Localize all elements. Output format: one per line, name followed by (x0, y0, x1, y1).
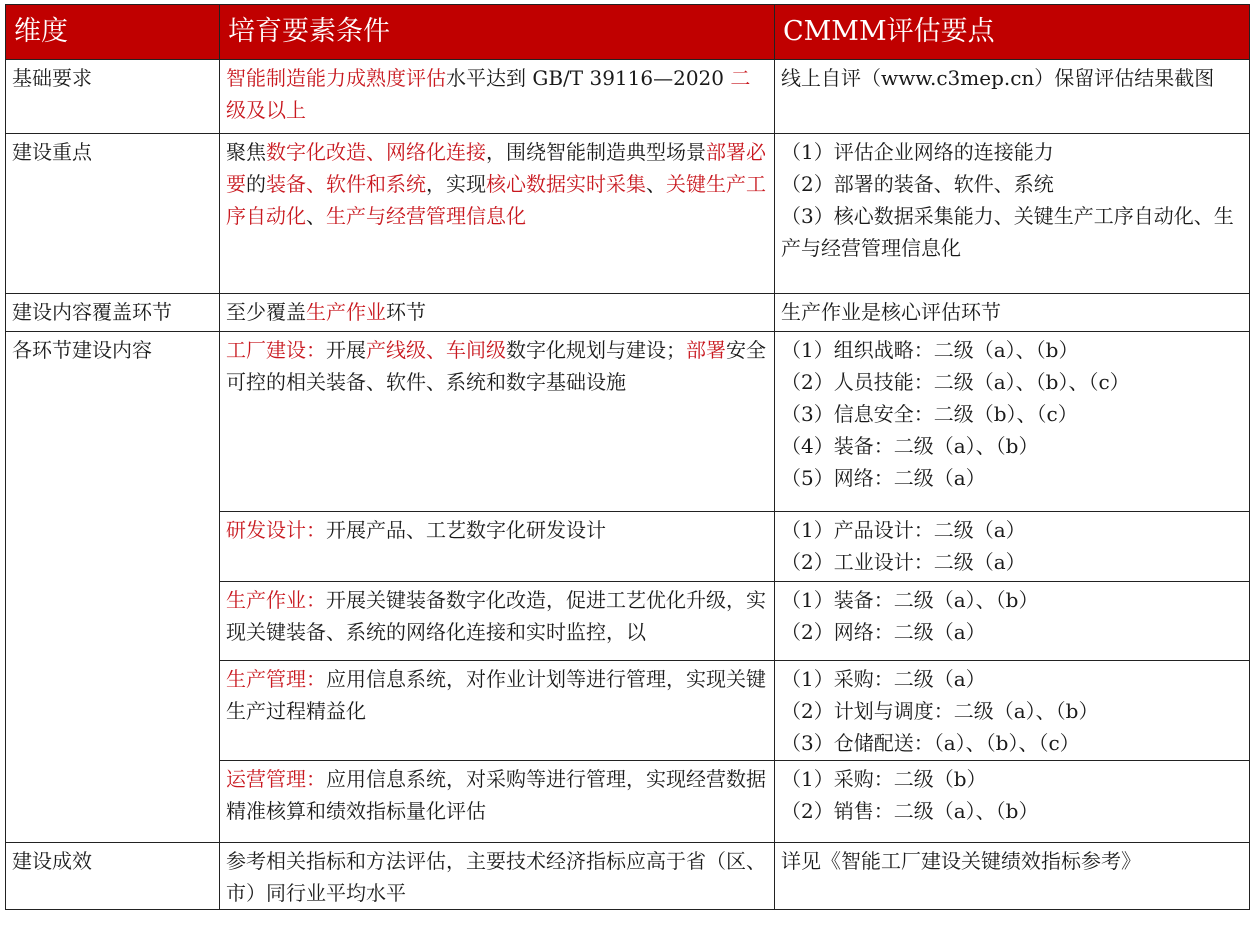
point-cell (775, 761, 1250, 843)
condition-text (226, 332, 768, 398)
highlight-text: 生产管理： (226, 667, 326, 691)
table-row-factory (6, 332, 1250, 512)
text-run: 至少覆盖 (226, 300, 306, 324)
condition-text (226, 60, 768, 126)
point-item: （4）装备：二级（a）、（b） (781, 434, 1039, 458)
point-text: 详见《智能工厂建设关键绩效指标参考》 (781, 849, 1141, 873)
point-item: （2）部署的装备、软件、系统 (781, 172, 1054, 196)
point-cell (775, 582, 1250, 661)
highlight-text: 关键生产工序自动化 (226, 172, 766, 228)
highlight-text: 二级及以上 (226, 66, 751, 122)
point-item: （1）采购：二级（a） (781, 667, 986, 691)
text-run: 的 (246, 172, 266, 196)
text-run: ，实现 (426, 172, 486, 196)
text-run: 水平达到 GB/T 39116—2020 (446, 66, 731, 90)
point-cell (775, 332, 1250, 512)
highlight-text: 装备、软件和系统 (266, 172, 426, 196)
point-list (781, 584, 1243, 648)
text-run: ，围绕智能制造典型场景 (486, 140, 706, 164)
point-item: （1）装备：二级（a）、（b） (781, 588, 1039, 612)
point-item: （1）评估企业网络的连接能力 (781, 140, 1054, 164)
point-cell (775, 60, 1250, 134)
requirements-table (5, 4, 1250, 910)
condition-text (226, 512, 768, 546)
highlight-text: 部署 (686, 338, 726, 362)
header-cmmm-points: CMMM评估要点 (775, 5, 1250, 60)
point-list (781, 134, 1243, 264)
highlight-text: 智能制造能力成熟度评估 (226, 66, 446, 90)
header-row (6, 5, 1250, 60)
point-item: （3）核心数据采集能力、关键生产工序自动化、生产与经营管理信息化 (781, 204, 1234, 260)
point-item: （1）采购：二级（b） (781, 767, 987, 791)
dimension-label: 各环节建设内容 (12, 338, 152, 362)
point-list (781, 512, 1243, 578)
dimension-label: 基础要求 (12, 66, 92, 90)
point-cell (775, 134, 1250, 294)
condition-text (226, 761, 768, 827)
condition-cell (220, 60, 775, 134)
point-item: （3）信息安全：二级（b）、（c） (781, 402, 1078, 426)
highlight-text: 运营管理： (226, 767, 326, 791)
dimension-cell (6, 134, 220, 294)
condition-cell (220, 134, 775, 294)
point-item: （2）工业设计：二级（a） (781, 550, 1026, 574)
highlight-text: 产线级、车间级 (366, 338, 506, 362)
dimension-cell (6, 60, 220, 134)
highlight-text: 工厂建设： (226, 338, 326, 362)
dimension-label: 建设内容覆盖环节 (12, 300, 172, 324)
point-item: （2）销售：二级（a）、（b） (781, 799, 1039, 823)
condition-cell (220, 332, 775, 512)
condition-cell (220, 661, 775, 761)
text-run: 、 (306, 204, 326, 228)
text-run: 开展产品、工艺数字化研发设计 (326, 518, 606, 542)
dimension-cell (6, 294, 220, 332)
dimension-label: 建设成效 (12, 849, 92, 873)
text-run: 、 (646, 172, 666, 196)
dimension-label: 建设重点 (12, 140, 92, 164)
text-run: 应用信息系统，对作业计划等进行管理，实现关键生产过程精益化 (226, 667, 766, 723)
point-cell (775, 661, 1250, 761)
point-cell (775, 843, 1250, 910)
point-item: （5）网络：二级（a） (781, 466, 986, 490)
point-item: （3）仓储配送：（a）、（b）、（c） (781, 731, 1080, 755)
point-text: 生产作业是核心评估环节 (781, 300, 1001, 324)
header-conditions: 培育要素条件 (220, 5, 775, 60)
dimension-cell (6, 332, 220, 843)
point-item: （2）网络：二级（a） (781, 620, 986, 644)
text-run: 安全可控的相关装备、软件、系统和数字基础设施 (226, 338, 766, 394)
highlight-text: 生产与经营管理信息化 (326, 204, 526, 228)
text-run: 开展 (326, 338, 366, 362)
point-item: （1）组织战略：二级（a）、（b） (781, 338, 1079, 362)
condition-text (226, 294, 768, 328)
point-cell (775, 512, 1250, 582)
point-list (781, 661, 1243, 759)
condition-cell (220, 843, 775, 910)
condition-cell (220, 294, 775, 332)
table-row-basic (6, 60, 1250, 134)
text-run: 数字化规划与建设； (506, 338, 686, 362)
point-item: （2）人员技能：二级（a）、（b）、（c） (781, 370, 1130, 394)
point-text: 线上自评（www.c3mep.cn）保留评估结果截图 (781, 66, 1215, 90)
text-run: 参考相关指标和方法评估，主要技术经济指标应高于省（区、市）同行业平均水平 (226, 849, 766, 905)
condition-text (226, 588, 766, 644)
point-item: （2）计划与调度：二级（a）、（b） (781, 699, 1099, 723)
point-list (781, 761, 1243, 827)
text-run: 应用信息系统，对采购等进行管理，实现经营数据精准核算和绩效指标量化评估 (226, 767, 766, 823)
table-row-focus (6, 134, 1250, 294)
highlight-text: 生产作业 (306, 300, 386, 324)
point-item: （1）产品设计：二级（a） (781, 518, 1026, 542)
highlight-text: 部署必要 (226, 140, 766, 196)
highlight-text: 研发设计： (226, 518, 326, 542)
dimension-cell (6, 843, 220, 910)
condition-text (226, 134, 768, 232)
header-dimension: 维度 (6, 5, 220, 60)
highlight-text: 核心数据实时采集 (486, 172, 646, 196)
table-row-coverage (6, 294, 1250, 332)
table-row-results (6, 843, 1250, 910)
highlight-text: 数字化改造、网络化连接 (266, 140, 486, 164)
condition-cell (220, 582, 775, 661)
text-run: 环节 (386, 300, 426, 324)
condition-text (226, 843, 768, 909)
condition-cell (220, 761, 775, 843)
condition-cell (220, 512, 775, 582)
highlight-text: 生产作业： (226, 588, 326, 612)
point-list (781, 332, 1243, 494)
text-run: 开展关键装备数字化改造，促进工艺优化升级，实现关键装备、系统的网络化连接和实时监控，以 (226, 588, 766, 644)
condition-text (226, 661, 768, 727)
point-cell (775, 294, 1250, 332)
text-run: 聚焦 (226, 140, 266, 164)
